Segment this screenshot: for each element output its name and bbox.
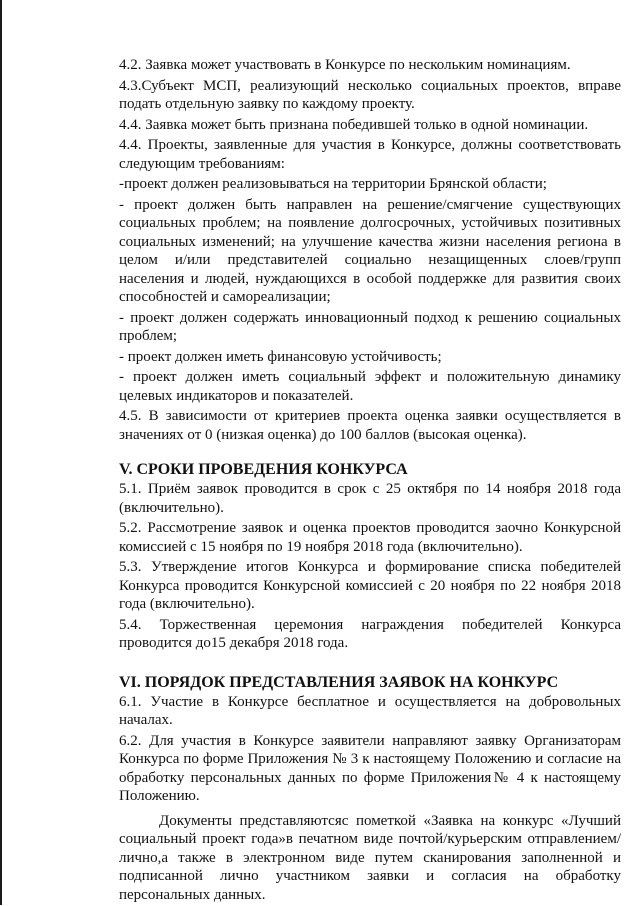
paragraph-6-3: Документы представляютсяс пометкой «Заявка на конкурс «Лучший социальный проект года»в печатном виде почтой/курьерским отправлением/лично,а также в электронном виде путем сканирования заполненной и подписанной лично участником заявки и согласия на обработку персональных данных. [119,812,621,903]
paragraph-5-2: 5.2. Рассмотрение заявок и оценка проектов проводится заочно Конкурсной комиссией с 15 ноября по 19 ноября 2018 года (включительно). [119,520,621,555]
requirement-territory: -проект должен реализовываться на территории Брянской области; [119,176,547,192]
requirement-social-problems: - проект должен быть направлен на решение/смягчение существующих социальных проблем; на появление долгосрочных, устойчивых позитивных социальных изменений; на улучшение качества жизни населения региона в целом и/или представителей социально незащищенных слоев/групп населения и людей, нуждающихся в особой поддержке для развития своих способностей и самореализации; [119,196,621,305]
paragraph-4-2: 4.2. Заявка может участвовать в Конкурсе по нескольким номинациям. [119,57,571,73]
paragraph-4-5: 4.5. В зависимости от критериев проекта оценка заявки осуществляется в значениях от 0 (низкая оценка) до 100 баллов (высокая оценка). [119,408,621,443]
paragraph-5-4: 5.4. Торжественная церемония награждения победителей Конкурса проводится до15 декабря 2018 года. [119,616,621,651]
page-edge-rule [0,0,2,905]
document-page [119,56,621,906]
paragraph-5-3: 5.3. Утверждение итогов Конкурса и формирование списка победителей Конкурса проводится Конкурсной комиссией с 20 ноября по 22 ноября 2018 года (включительно). [119,559,621,612]
section-heading-5: V. СРОКИ ПРОВЕДЕНИЯ КОНКУРСА [119,461,408,478]
paragraph-6-1: 6.1. Участие в Конкурсе бесплатное и осуществляется на добровольных началах. [119,693,621,728]
paragraph-4-4: 4.4. Заявка может быть признана победившей только в одной номинации. [119,116,589,133]
requirement-social-effect: - проект должен иметь социальный эффект и положительную динамику целевых индикаторов и показателей. [119,369,621,404]
requirement-financial-stability: - проект должен иметь финансовую устойчивость; [119,348,442,365]
paragraph-4-3: 4.3.Субъект МСП, реализующий несколько социальных проектов, вправе подать отдельную заявку по каждому проекту. [119,77,621,112]
paragraph-5-1: 5.1. Приём заявок проводится в срок с 25 октября по 14 ноября 2018 года (включительно). [119,481,621,516]
section-heading-6: VI. ПОРЯДОК ПРЕДСТАВЛЕНИЯ ЗАЯВОК НА КОНКУРС [119,673,559,691]
paragraph-6-2: 6.2. Для участия в Конкурсе заявители направляют заявку Организаторам Конкурса по форме Приложения № 3 к настоящему Положению и согласие на обработку персональных данных по форме Приложения№ 4 к настоящему Положению. [119,732,621,804]
requirement-innovation: - проект должен содержать инновационный подход к решению социальных проблем; [119,309,621,344]
paragraph-requirements-intro: 4.4. Проекты, заявленные для участия в Конкурсе, должны соответствовать следующим требованиям: [119,137,621,172]
